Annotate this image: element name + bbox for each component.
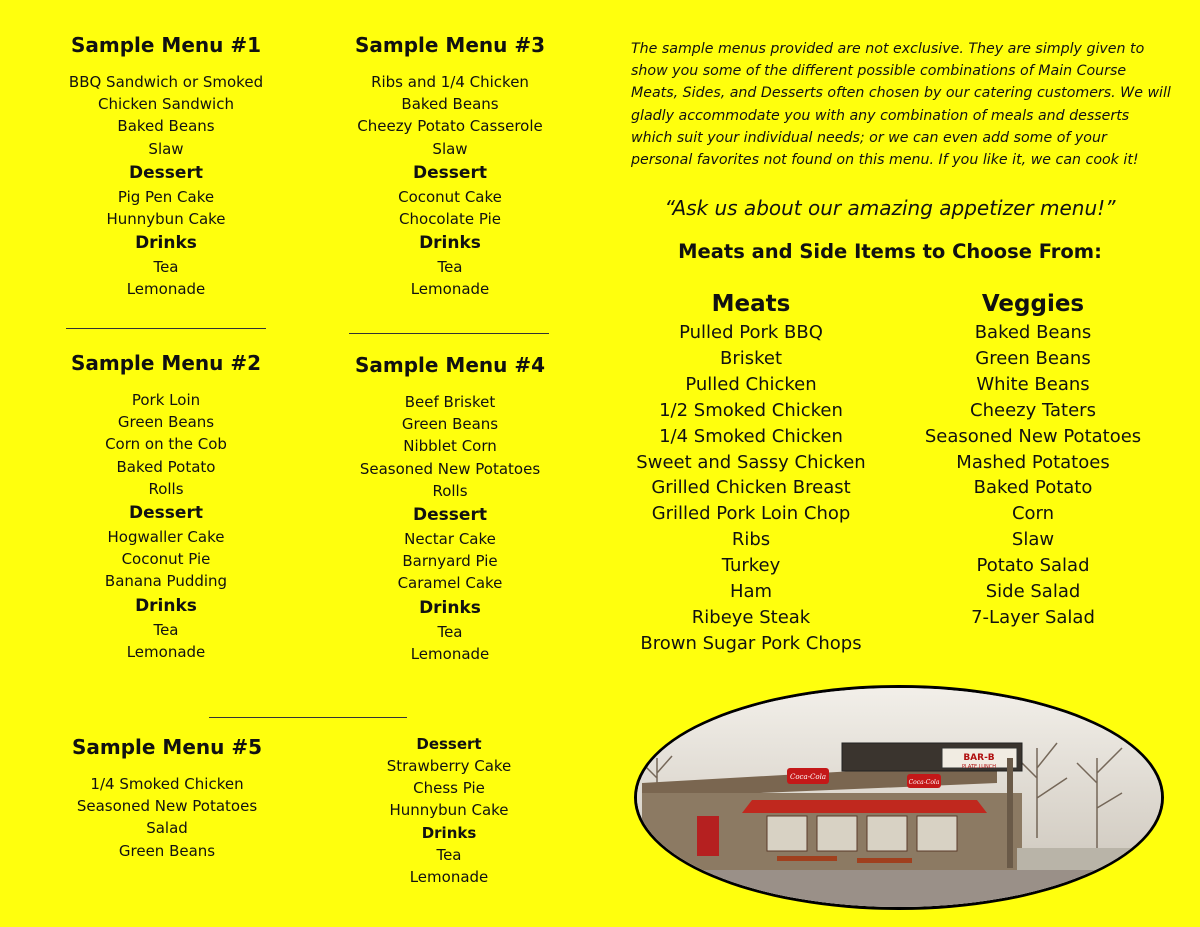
list-item: Strawberry Cake (386, 757, 512, 775)
dessert-heading: Dessert (129, 503, 203, 524)
list-item: Pulled Chicken (685, 373, 817, 395)
list-item: Rolls (432, 481, 468, 500)
dessert-heading: Dessert (413, 505, 487, 526)
list-item: White Beans (976, 373, 1090, 395)
veggies-heading: Veggies (981, 291, 1085, 317)
list-item: Corn (1011, 503, 1055, 525)
list-item: Ribs (731, 529, 771, 551)
list-item: Nectar Cake (404, 530, 496, 549)
list-item: Green Beans (118, 841, 216, 860)
menu-title: Sample Menu #2 (70, 351, 262, 375)
list-item: Cheezy Taters (970, 399, 1096, 421)
menu-title: Sample Menu #3 (354, 33, 546, 57)
cola-sign-1: Coca-Cola (789, 773, 827, 781)
list-item: Tea (153, 620, 179, 639)
list-item: Beef Brisket (404, 393, 496, 411)
list-item: 1/2 Smoked Chicken (659, 399, 843, 421)
list-item: Baked Potato (973, 477, 1093, 499)
list-item: Tea (437, 622, 463, 641)
divider (66, 328, 266, 329)
main-items (66, 71, 266, 160)
list-item: Seasoned New Potatoes (76, 797, 258, 816)
list-item: Mashed Potatoes (956, 451, 1110, 473)
drinks-heading: Drinks (135, 595, 197, 616)
list-item: Lemonade (410, 644, 490, 663)
list-item: Tea (153, 258, 179, 277)
dessert-heading: Dessert (416, 735, 482, 753)
list-item: Pig Pen Cake (117, 187, 215, 206)
list-item: Brown Sugar Pork Chops (640, 632, 862, 654)
list-item: Caramel Cake (397, 574, 503, 593)
list-item: 7-Layer Salad (971, 606, 1095, 628)
appetizer-tagline: “Ask us about our amazing appetizer menu!” (664, 196, 1116, 220)
choose-title: Meats and Side Items to Choose From: (678, 240, 1102, 263)
sign-subtext: PLATE LUNCH (962, 764, 996, 770)
divider (209, 717, 407, 718)
drinks-heading: Drinks (419, 233, 481, 254)
dessert-heading: Dessert (129, 162, 203, 183)
list-item: Seasoned New Potatoes (924, 425, 1142, 447)
list-item: Pulled Pork BBQ (679, 322, 823, 343)
list-item: Baked Beans (117, 117, 215, 136)
list-item: Baked Potato (116, 457, 216, 476)
dessert-heading: Dessert (413, 162, 487, 183)
list-item: Grilled Chicken Breast (651, 477, 851, 499)
list-item: Ribs and 1/4 Chicken (371, 73, 529, 91)
drinks-heading: Drinks (421, 823, 477, 842)
menu-title: Sample Menu #5 (71, 735, 263, 759)
list-item: Nibblet Corn (403, 437, 497, 456)
list-item: Pork Loin (131, 391, 201, 409)
list-item: Grilled Pork Loin Chop (651, 503, 851, 525)
divider (349, 333, 549, 334)
list-item: 1/4 Smoked Chicken (90, 775, 244, 793)
list-item: Baked Beans (974, 322, 1092, 343)
veggies-list (922, 288, 1144, 631)
list-item: Coconut Pie (121, 550, 211, 569)
list-item: Barnyard Pie (402, 552, 498, 571)
list-item: Tea (436, 845, 462, 864)
sample-menu-3 (340, 33, 560, 301)
list-item: Sweet and Sassy Chicken (636, 451, 866, 473)
list-item: Cheezy Potato Casserole (357, 117, 543, 136)
list-item: Hunnybun Cake (106, 210, 226, 229)
list-item: Corn on the Cob (105, 435, 227, 454)
cola-sign-2: Coca-Cola (908, 779, 940, 786)
list-item: Slaw (432, 139, 468, 158)
list-item: Seasoned New Potatoes (359, 459, 541, 478)
sample-menu-2 (56, 351, 276, 663)
drinks-heading: Drinks (419, 597, 481, 618)
list-item: Baked Beans (401, 95, 499, 114)
list-item: Side Salad (985, 581, 1081, 603)
list-item: Slaw (148, 139, 184, 158)
list-item: Green Beans (401, 415, 499, 434)
list-item: Potato Salad (976, 555, 1090, 577)
list-item: Chocolate Pie (399, 210, 501, 229)
list-item: Rolls (148, 479, 184, 498)
list-item: Lemonade (126, 642, 206, 661)
restaurant-illustration (637, 688, 1161, 907)
drinks-heading: Drinks (135, 233, 197, 254)
list-item: Lemonade (126, 280, 206, 299)
list-item: Tea (437, 258, 463, 277)
list-item: Lemonade (410, 280, 490, 299)
sign-text: BAR-B (963, 753, 995, 763)
sample-menu-5-extras (349, 733, 549, 888)
list-item: Hogwaller Cake (107, 528, 225, 547)
list-item: Chess Pie (413, 779, 485, 798)
list-item: Coconut Cake (398, 187, 502, 206)
meats-heading: Meats (711, 291, 791, 317)
list-item: Slaw (1011, 529, 1055, 551)
menu-title: Sample Menu #1 (70, 33, 262, 57)
list-item: Green Beans (975, 347, 1091, 369)
list-item: Green Beans (117, 413, 215, 432)
list-item: Hunnybun Cake (389, 801, 509, 820)
list-item: Ham (729, 581, 773, 603)
sample-menu-4 (340, 353, 560, 665)
list-item: Turkey (721, 555, 781, 577)
list-item: Banana Pudding (104, 572, 228, 591)
list-item: 1/4 Smoked Chicken (659, 425, 843, 447)
list-item: BBQ Sandwich or Smoked (68, 73, 264, 91)
meats-list (631, 288, 871, 657)
list-item: Chicken Sandwich (98, 95, 234, 114)
list-item: Salad (146, 819, 188, 838)
list-item: Brisket (719, 347, 783, 369)
sample-menu-5 (56, 735, 278, 862)
list-item: Lemonade (409, 867, 489, 886)
restaurant-photo (634, 685, 1164, 910)
menu-title: Sample Menu #4 (354, 353, 546, 377)
sample-menu-1 (66, 33, 266, 301)
list-item: Ribeye Steak (691, 606, 811, 628)
intro-paragraph: The sample menus provided are not exclusive. They are simply given to show you some of the different possible combinations of Main Course Meats, Sides, and Desserts often chosen by our catering customers. We will gladly accommodate you with any combination of meals and desserts which suit your individual needs; or we can even add some of your personal favorites not found on this menu. If you like it, we can cook it! (631, 41, 1171, 169)
